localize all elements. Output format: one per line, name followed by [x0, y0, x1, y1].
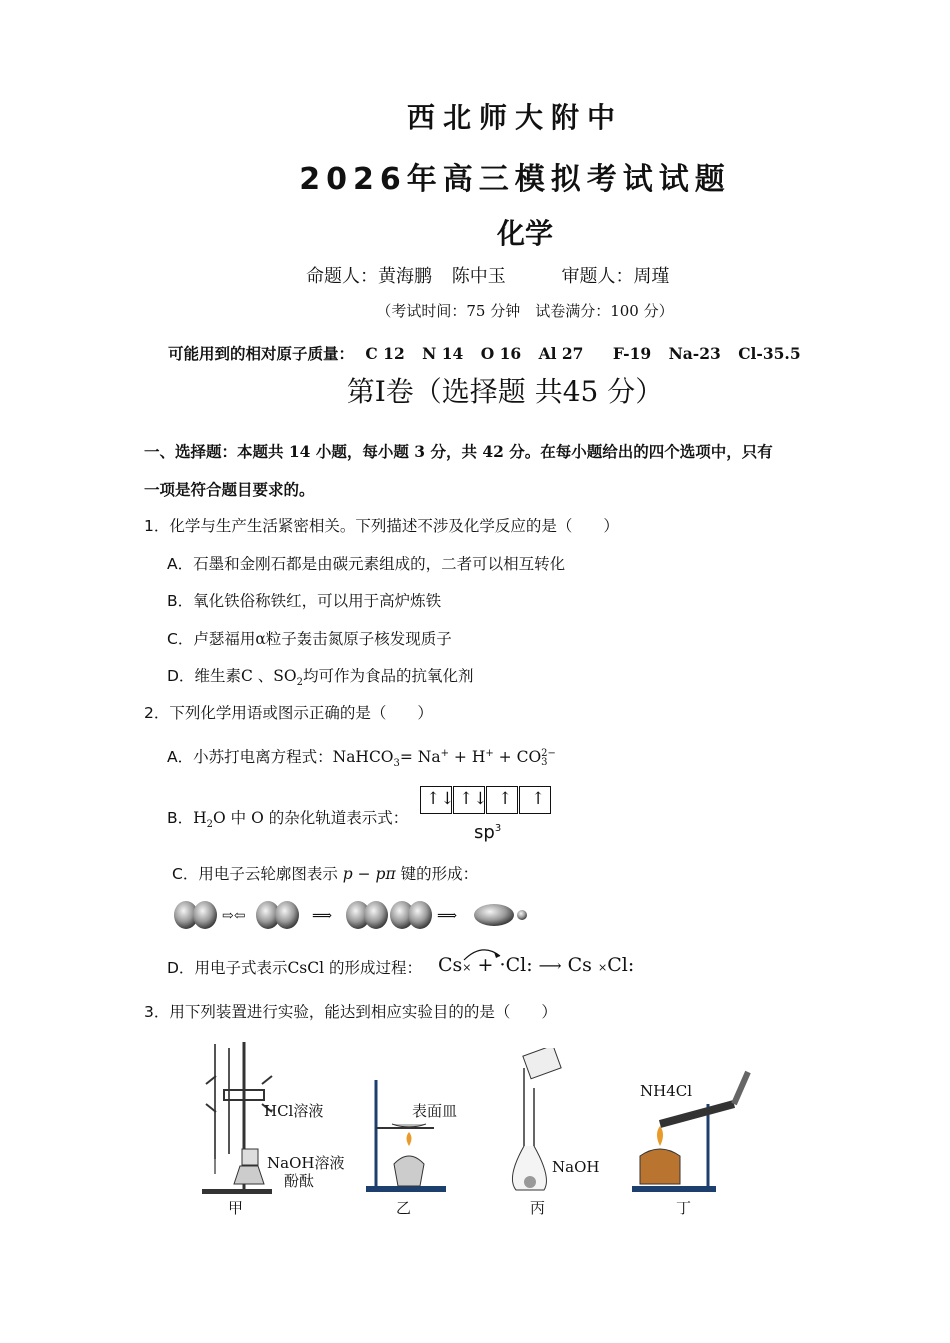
single-electron-icon: ↑ — [531, 789, 546, 809]
apparatus-label-yi: 乙 — [396, 1199, 412, 1217]
svg-text:⟹: ⟹ — [312, 908, 333, 924]
apparatus-evaporation — [364, 1076, 454, 1196]
mass-n: N 14 — [422, 344, 464, 363]
svg-text:⟹: ⟹ — [437, 908, 458, 924]
mass-cl: Cl-35.5 — [738, 344, 801, 363]
label-watch-glass: 表面皿 — [412, 1102, 458, 1120]
school-name: 西北师大附中 — [406, 101, 623, 134]
single-electron-icon: ↑ — [498, 789, 513, 809]
instructions-line-2: 一项是符合题目要求的。 — [144, 480, 315, 499]
mass-al: Al 27 — [538, 344, 584, 363]
author-2: 陈中玉 — [451, 266, 506, 287]
paired-electron-icon: ↑↓ — [459, 789, 488, 809]
q1-option-a: A．石墨和金刚石都是由碳元素组成的，二者可以相互转化 — [167, 555, 566, 573]
reviewer: 审题人：周瑾 — [561, 266, 670, 287]
mass-f: F-19 — [612, 344, 652, 363]
question-stem: 化学与生产生活紧密相关。下列描述不涉及化学反应的是（ ） — [169, 517, 619, 535]
label-nh4cl: NH4Cl — [640, 1082, 693, 1100]
authors — [306, 262, 683, 288]
q2-option-d: D．用电子式表示CsCl 的形成过程： — [167, 959, 422, 977]
question-2 — [144, 701, 433, 723]
q1-option-c: C．卢瑟福用α粒子轰击氮原子核发现质子 — [167, 630, 452, 648]
orbital-label: $sp^3$ — [474, 822, 502, 843]
exam-title: 2026年高三模拟考试试题 — [299, 162, 731, 197]
mass-o: O 16 — [480, 344, 522, 363]
exam-info: （考试时间：75 分钟 试卷满分：100 分） — [376, 302, 674, 320]
question-stem: 下列化学用语或图示正确的是（ ） — [169, 704, 433, 722]
question-number: 2． — [144, 704, 170, 722]
author-1: 命题人：黄海鹏 — [306, 266, 432, 287]
formation-process: Cs× + ·Cl: ⟶ Cs ×Cl: — [438, 954, 635, 976]
apparatus-label-ding: 丁 — [676, 1199, 692, 1217]
paired-electron-icon: ↑↓ — [426, 789, 455, 809]
section-heading: 第I卷（选择题 共45 分） — [346, 375, 664, 408]
apparatus-label-bing: 丙 — [530, 1199, 546, 1217]
label-hcl: HCl溶液 — [264, 1102, 324, 1120]
electron-cloud-diagram — [172, 898, 542, 932]
instructions-line-1: 一、选择题：本题共 14 小题，每小题 3 分，共 42 分。在每小题给出的四个选项中，只有 — [144, 442, 773, 461]
q1-option-d: D．维生素C 、$SO_2$均可作为食品的抗氧化剂 — [167, 667, 474, 689]
mass-c: C 12 — [365, 344, 405, 363]
subject-title: 化学 — [496, 217, 553, 250]
svg-text:⇨⇦: ⇨⇦ — [222, 908, 246, 924]
label-phenolphthalein: 酚酞 — [284, 1172, 315, 1190]
apparatus-label-jia: 甲 — [228, 1199, 244, 1217]
label-naoh: NaOH溶液 — [267, 1154, 345, 1172]
question-1 — [144, 514, 619, 536]
question-number: 3． — [144, 1003, 170, 1021]
question-3 — [144, 1000, 557, 1022]
q2-option-a: A．小苏打电离方程式：NaHCO$_3$= Na+ + H+ + CO 2− 3 — [167, 747, 556, 770]
atomic-masses — [168, 342, 813, 364]
masses-label: 可能用到的相对原子质量： — [168, 345, 355, 363]
q2-option-c: C．用电子云轮廓图表示 p − pπ 键的形成： — [172, 865, 479, 883]
question-stem: 用下列装置进行实验，能达到相应实验目的的是（ ） — [169, 1003, 557, 1021]
question-number: 1． — [144, 517, 170, 535]
q1-option-b: B．氧化铁俗称铁红，可以用于高炉炼铁 — [167, 592, 442, 610]
sp3-orbital-diagram — [420, 786, 552, 816]
mass-na: Na-23 — [668, 344, 721, 363]
q2-option-b: B．$H_2O$ 中 O 的杂化轨道表示式： — [167, 809, 409, 831]
label-naoh-flask: NaOH — [552, 1158, 600, 1176]
